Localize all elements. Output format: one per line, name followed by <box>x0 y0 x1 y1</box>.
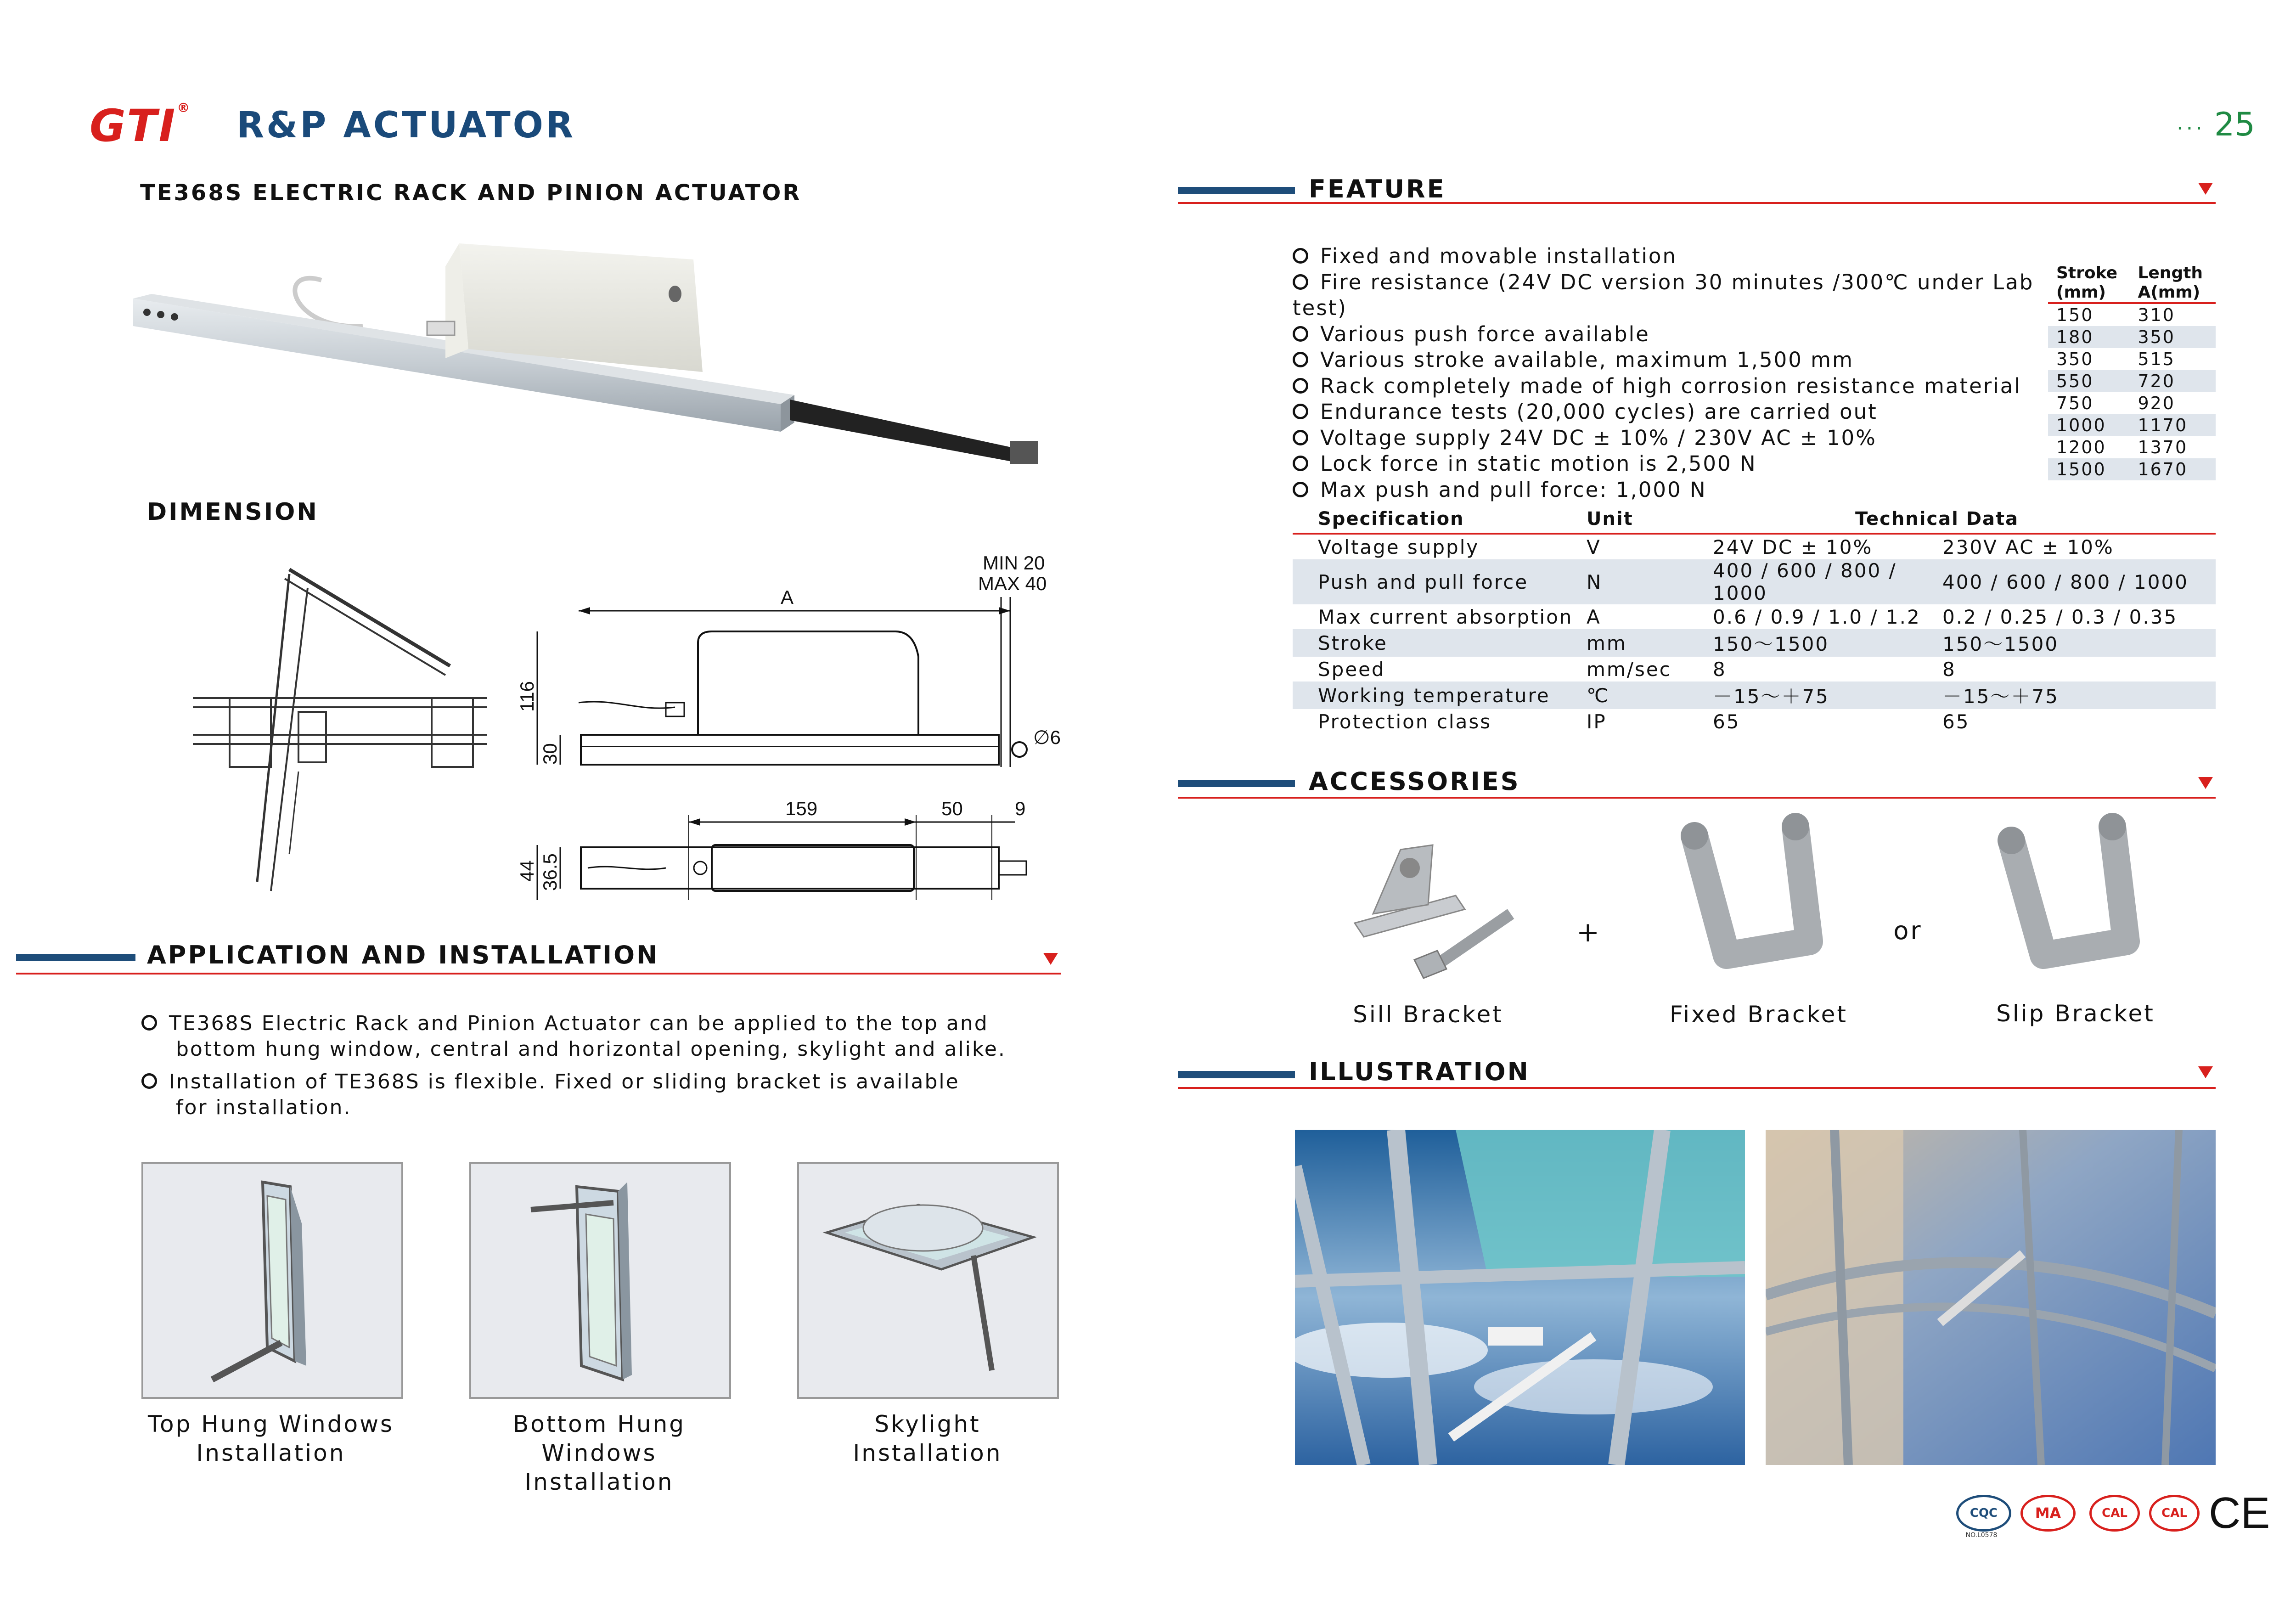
slip-bracket-image <box>1975 808 2158 983</box>
table-row <box>1293 657 2216 682</box>
actuator-photo <box>124 239 1052 478</box>
stroke-length-table <box>2048 257 2216 480</box>
table-cell: 150 <box>2056 305 2094 325</box>
or-text: or <box>1893 916 1923 945</box>
table-cell: 920 <box>2138 393 2175 413</box>
table-cell: －15～＋75 <box>1713 682 1942 709</box>
dim-label-44: 44 <box>516 860 538 882</box>
triangle-marker-icon <box>2198 183 2213 195</box>
table-cell: 0.6 / 0.9 / 1.0 / 1.2 <box>1713 605 1921 628</box>
spec-header-specification: Specification <box>1318 508 1464 529</box>
feature-item: Lock force in static motion is 2,500 N <box>1293 451 2050 477</box>
table-cell: 350 <box>2129 326 2216 348</box>
table-cell: 180 <box>2048 326 2129 348</box>
spec-header-unit: Unit <box>1587 508 1633 529</box>
page-number: ··· 25 <box>2177 106 2255 143</box>
table-cell: Max current absorption <box>1318 605 1573 628</box>
table-row <box>1293 629 2216 657</box>
table-cell: 8 <box>1942 658 1956 681</box>
section-rule-application <box>16 954 135 961</box>
ma-badge-icon: MA <box>2020 1495 2076 1532</box>
bullet-circle-icon <box>1293 430 1308 445</box>
table-cell: Voltage supply <box>1318 535 1480 558</box>
dim-label-116: 116 <box>516 681 538 712</box>
bullet-circle-icon <box>1293 326 1308 342</box>
illustration-photo-left <box>1295 1130 1745 1465</box>
table-cell: 65 <box>1713 710 1740 733</box>
table-row <box>1293 682 2216 709</box>
table-row <box>2048 303 2216 326</box>
cal-badge-icon: CAL <box>2149 1495 2200 1532</box>
dim-label-9: 9 <box>1015 798 1026 819</box>
bullet-circle-icon <box>1293 378 1308 394</box>
caption-skylight: Skylight Installation <box>853 1411 1002 1466</box>
caption-fixed-bracket: Fixed Bracket <box>1670 1001 1848 1028</box>
table-cell: 1500 <box>2048 458 2129 480</box>
feature-heading: FEATURE <box>1309 175 1446 203</box>
top-hung-window-image <box>141 1162 403 1399</box>
table-cell: 230V AC ± 10% <box>1942 535 2114 558</box>
table-cell: A <box>1587 605 1601 628</box>
table-row <box>2048 392 2216 414</box>
feature-item: Endurance tests (20,000 cycles) are carried out <box>1293 399 2050 425</box>
plus-sign: + <box>1576 916 1602 948</box>
table-cell: 400 / 600 / 800 / 1000 <box>1713 559 1942 604</box>
table-cell: ℃ <box>1587 682 1713 709</box>
specification-table <box>1293 505 2216 734</box>
feature-item: Fire resistance (24V DC version 30 minutes /300℃ under Lab test) <box>1293 270 2034 320</box>
table-cell: Stroke <box>1293 629 1587 657</box>
triangle-marker-icon <box>1043 953 1058 965</box>
caption-slip-bracket: Slip Bracket <box>1996 1000 2155 1027</box>
ce-mark-icon: CE <box>2209 1488 2270 1538</box>
table-row <box>1293 534 2216 559</box>
bullet-circle-icon <box>1293 482 1308 497</box>
table-cell: 515 <box>2138 349 2175 369</box>
application-list <box>141 1010 1060 1121</box>
dimension-drawing <box>510 551 1084 909</box>
caption-top-hung: Top Hung Windows Installation <box>147 1411 394 1466</box>
spec-header-technical-data: Technical Data <box>1855 508 2019 529</box>
table-cell: 1170 <box>2129 414 2216 436</box>
table-cell: 65 <box>1942 710 1970 733</box>
illustration-photo-right <box>1766 1130 2216 1465</box>
feature-item: Fixed and movable installation <box>1293 243 2050 270</box>
bullet-circle-icon <box>1293 404 1308 419</box>
table-cell: 150～1500 <box>1713 629 1942 657</box>
cqc-badge-icon: CQC <box>1956 1495 2011 1532</box>
bullet-circle-icon <box>1293 456 1308 471</box>
feature-item: Various push force available <box>1293 321 2050 348</box>
section-rule-accessories <box>1178 780 1295 787</box>
stroke-header: Stroke (mm) <box>2056 264 2118 302</box>
table-cell: Speed <box>1318 658 1385 681</box>
length-header: Length A(mm) <box>2138 264 2203 302</box>
dim-label-max: MAX 40 <box>978 573 1047 594</box>
feature-list <box>1293 243 2050 503</box>
caption-bottom-hung: Bottom Hung Windows Installation <box>512 1411 686 1495</box>
cal-badge-icon: CAL <box>2089 1495 2140 1532</box>
table-row <box>1293 604 2216 629</box>
table-row <box>2048 326 2216 348</box>
feature-item: Various stroke available, maximum 1,500 mm <box>1293 347 2050 373</box>
table-cell: 1200 <box>2056 437 2106 457</box>
dim-label-dia: ∅6 <box>1033 727 1061 748</box>
bullet-circle-icon <box>1293 274 1308 290</box>
page-title: R&P ACTUATOR <box>236 105 576 146</box>
caption-sill-bracket: Sill Bracket <box>1353 1001 1503 1028</box>
table-row <box>2048 370 2216 392</box>
table-cell: 0.2 / 0.25 / 0.3 / 0.35 <box>1942 605 2178 628</box>
table-row <box>2048 458 2216 480</box>
feature-item: Rack completely made of high corrosion resistance material <box>1293 373 2050 400</box>
table-cell: 310 <box>2138 305 2175 325</box>
table-cell: 350 <box>2056 349 2094 369</box>
table-cell: 400 / 600 / 800 / 1000 <box>1942 559 2216 604</box>
section-underline-application <box>16 973 1061 974</box>
table-cell: Protection class <box>1318 710 1492 733</box>
bullet-circle-icon <box>141 1015 157 1031</box>
dimension-heading: DIMENSION <box>147 498 319 526</box>
bottom-hung-window-image <box>469 1162 731 1399</box>
feature-item: Max push and pull force: 1,000 N <box>1293 477 2050 503</box>
section-underline-accessories <box>1178 797 2216 799</box>
bullet-circle-icon <box>1293 352 1308 367</box>
cert-number: NO.L0578 <box>1965 1532 1998 1539</box>
triangle-marker-icon <box>2198 777 2213 789</box>
feature-item: Voltage supply 24V DC ± 10% / 230V AC ± 10% <box>1293 425 2050 451</box>
section-rule-illustration <box>1178 1071 1295 1078</box>
product-title: TE368S ELECTRIC RACK AND PINION ACTUATOR <box>140 180 802 206</box>
table-cell: Push and pull force <box>1293 559 1587 604</box>
skylight-image <box>797 1162 1059 1399</box>
table-row <box>1293 559 2216 604</box>
table-cell: 24V DC ± 10% <box>1713 535 1873 558</box>
table-cell: mm/sec <box>1587 658 1671 681</box>
illustration-heading: ILLUSTRATION <box>1309 1057 1530 1086</box>
table-cell: －15～＋75 <box>1942 682 2216 709</box>
table-cell: V <box>1587 535 1601 558</box>
dim-label-159: 159 <box>785 798 818 819</box>
section-underline-illustration <box>1178 1087 2216 1089</box>
dim-label-a: A <box>781 586 794 608</box>
triangle-marker-icon <box>2198 1066 2213 1078</box>
dim-label-30: 30 <box>539 743 561 765</box>
table-cell: mm <box>1587 629 1713 657</box>
table-cell: 550 <box>2048 370 2129 392</box>
table-row <box>2048 414 2216 436</box>
table-cell: 720 <box>2129 370 2216 392</box>
section-rule-feature <box>1178 187 1295 194</box>
table-cell: 150～1500 <box>1942 629 2216 657</box>
table-row <box>1293 709 2216 734</box>
table-row <box>2048 348 2216 370</box>
table-cell: Working temperature <box>1293 682 1587 709</box>
application-heading: APPLICATION AND INSTALLATION <box>147 941 659 969</box>
fixed-bracket-image <box>1658 808 1841 983</box>
table-cell: 8 <box>1713 658 1727 681</box>
brand-logo: GTI® <box>90 100 192 152</box>
application-item: Installation of TE368S is flexible. Fixed or sliding bracket is available for installation. <box>141 1069 1060 1121</box>
dim-label-365: 36.5 <box>539 853 561 891</box>
table-cell: N <box>1587 559 1713 604</box>
table-cell: IP <box>1587 710 1607 733</box>
table-cell: 750 <box>2056 393 2094 413</box>
table-cell: 1000 <box>2048 414 2129 436</box>
table-cell: 1370 <box>2138 437 2188 457</box>
table-cell: 1670 <box>2129 458 2216 480</box>
table-row <box>2048 436 2216 458</box>
dim-label-50: 50 <box>941 798 963 819</box>
window-install-diagram <box>193 560 496 909</box>
application-item: TE368S Electric Rack and Pinion Actuator can be applied to the top and bottom hung window, central and horizontal opening, skylight and alike. <box>141 1010 1060 1062</box>
bullet-circle-icon <box>141 1073 157 1089</box>
dim-label-min: MIN 20 <box>983 552 1045 574</box>
bullet-circle-icon <box>1293 248 1308 264</box>
accessories-heading: ACCESSORIES <box>1309 767 1520 796</box>
sill-bracket-image <box>1345 831 1529 983</box>
